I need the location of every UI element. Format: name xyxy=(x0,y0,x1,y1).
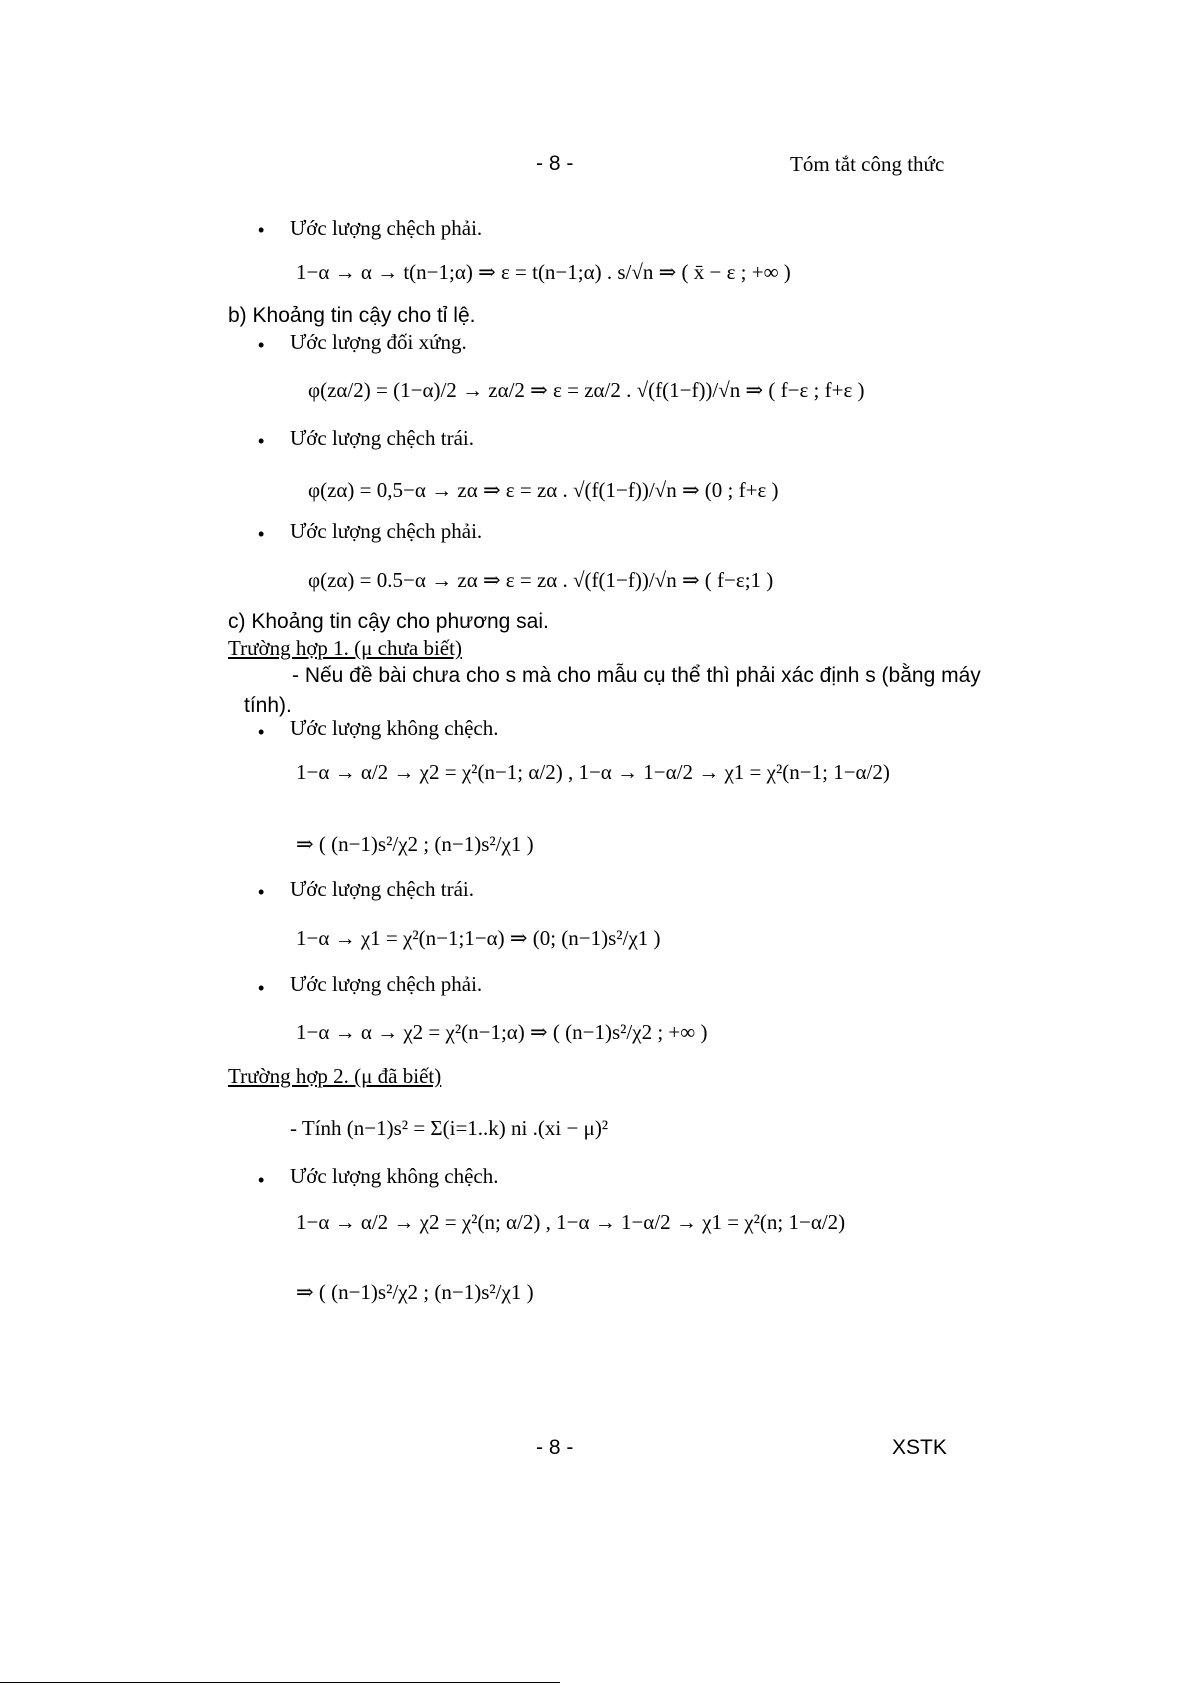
case-heading-2: Trường hợp 2. (μ đã biết) xyxy=(228,1064,442,1088)
formula: φ(zα) = 0.5−α → zα ⇒ ε = zα . √(f(1−f))/√n ⇒ ( f−ε;1 ) xyxy=(308,568,774,592)
bullet: • xyxy=(258,722,265,742)
formula: 1−α → α/2 → χ2 = χ²(n−1; α/2) , 1−α → 1−α/2 → χ1 = χ²(n−1; 1−α/2) xyxy=(296,760,890,784)
formula: 1−α → α → t(n−1;α) ⇒ ε = t(n−1;α) . s/√n ⇒ ( x̄ − ε ; +∞ ) xyxy=(296,260,791,284)
bullet-text: Ước lượng chệch phải. xyxy=(290,519,483,543)
bullet: • xyxy=(258,220,265,240)
bullet-text: Ước lượng chệch phải. xyxy=(290,972,483,996)
bullet-text: Ước lượng không chệch. xyxy=(290,1164,499,1188)
formula: ⇒ ( (n−1)s²/χ2 ; (n−1)s²/χ1 ) xyxy=(296,1280,534,1304)
note: - Nếu đề bài chưa cho s mà cho mẫu cụ thể thì phải xác định s (bằng máy xyxy=(292,664,981,687)
formula: ⇒ ( (n−1)s²/χ2 ; (n−1)s²/χ1 ) xyxy=(296,832,534,856)
bullet: • xyxy=(258,978,265,998)
bullet: • xyxy=(258,524,265,544)
bullet-text: Ước lượng đối xứng. xyxy=(290,330,467,354)
bullet: • xyxy=(258,335,265,355)
formula: 1−α → α/2 → χ2 = χ²(n; α/2) , 1−α → 1−α/2 → χ1 = χ²(n; 1−α/2) xyxy=(296,1210,846,1234)
section-heading-c: c) Khoảng tin cậy cho phương sai. xyxy=(228,610,549,633)
note-continuation: tính). xyxy=(244,694,292,717)
bullet-text: Ước lượng chệch phải. xyxy=(290,216,483,240)
bullet: • xyxy=(258,1170,265,1190)
bullet: • xyxy=(258,882,265,902)
header-page-number: - 8 - xyxy=(536,152,574,175)
footer-page-number: - 8 - xyxy=(536,1436,574,1459)
header-title: Tóm tắt công thức xyxy=(790,152,945,176)
formula: 1−α → χ1 = χ²(n−1;1−α) ⇒ (0; (n−1)s²/χ1 ) xyxy=(296,926,661,950)
case-heading-1: Trường hợp 1. (μ chưa biết) xyxy=(228,636,462,660)
footer-label: XSTK xyxy=(892,1436,947,1459)
bullet-text: Ước lượng không chệch. xyxy=(290,716,499,740)
bullet-text: Ước lượng chệch trái. xyxy=(290,426,474,450)
formula: φ(zα/2) = (1−α)/2 → zα/2 ⇒ ε = zα/2 . √(f(1−f))/√n ⇒ ( f−ε ; f+ε ) xyxy=(308,378,865,402)
bullet: • xyxy=(258,431,265,451)
formula: - Tính (n−1)s² = Σ(i=1..k) ni .(xi − μ)² xyxy=(290,1116,609,1140)
footer-rule xyxy=(0,1682,560,1683)
formula: φ(zα) = 0,5−α → zα ⇒ ε = zα . √(f(1−f))/√n ⇒ (0 ; f+ε ) xyxy=(308,478,779,502)
section-heading-b: b) Khoảng tin cậy cho tỉ lệ. xyxy=(228,304,476,327)
bullet-text: Ước lượng chệch trái. xyxy=(290,877,474,901)
formula: 1−α → α → χ2 = χ²(n−1;α) ⇒ ( (n−1)s²/χ2 ; +∞ ) xyxy=(296,1020,708,1044)
